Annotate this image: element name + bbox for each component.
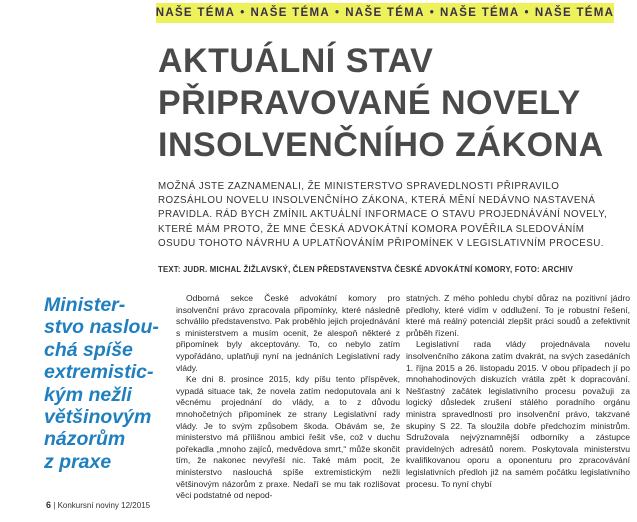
body-column-left	[176, 293, 400, 502]
publication-name: Konkursní noviny 12/2015	[57, 501, 151, 510]
banner-item: NAŠE TÉMA	[155, 7, 236, 19]
body-paragraph: statných. Z mého pohledu chybí důraz na pozitivní jádro předlohy, které vidím v oddlužení. To je robustní řešení, které má reálný potenciál zlepšit práci soudů a zefektivnit průběh řízení.	[406, 293, 630, 338]
title-line: PŘIPRAVOVANÉ NOVELY	[158, 84, 581, 122]
article-title	[158, 40, 628, 166]
article-lead: MOŽNÁ JSTE ZAZNAMENALI, ŽE MINISTERSTVO SPRAVEDLNOSTI PŘIPRAVILO ROZSÁHLOU NOVELU INSOLVENČNÍHO ZÁKONA, KTERÁ MĚNÍ NEDÁVNO NASTAVENÁ PRAVIDLA. RÁD BYCH ZMÍNIL AKTUÁLNÍ INFORMACE O STAVU PROJEDNÁVÁNÍ NOVELY, KTERÉ MÁM PROTO, ŽE MNE ČESKÁ ADVOKÁTNÍ KOMORA POVĚŘILA SLEDOVÁNÍM OSUDU TOHOTO NÁVRHU A UPLATŇOVÁNÍM PŘIPOMÍNEK V LEGISLATIVNÍM PROCESU.	[158, 181, 608, 249]
pull-quote	[44, 294, 164, 473]
banner-item: NAŠE TÉMA	[345, 7, 425, 19]
title-line: INSOLVENČNÍHO ZÁKONA	[158, 126, 604, 164]
pull-quote-line: kým nežli	[44, 383, 132, 406]
pull-quote-line: z praxe	[44, 450, 112, 473]
pull-quote-line: chá spíše	[44, 338, 133, 361]
body-paragraph: Legislativní rada vlády projednávala novelu insolvenčního zákona zatím dvakrát, na svých zasedáních 1. října 2015 a 26. listopadu 2015. V obou případech jí po mnohahodinových diskuzích vrátila zpět k dopracování. Nešťastný začátek legislativního procesu považuji za logický důsledek zrušení stálého poradního orgánu ministra spravedlnosti pro insolvenční právo, takzvané skupiny S 22. Ta sloužila dobře předchozím ministrům. Sdružovala nejvýznamnější odborníky a zástupce pravidelných adresátů norem. Poskytovala ministerstvu kvalifikovanou oporu a oponenturu pro zpracovávání legislativních předloh již na samém počátku legislativního procesu. To nyní chybí	[406, 339, 630, 489]
banner-item: NAŠE TÉMA	[534, 7, 615, 19]
title-line: AKTUÁLNÍ STAV	[158, 42, 434, 80]
article-credits: TEXT: JUDR. MICHAL ŽIŽLAVSKÝ, ČLEN PŘEDSTAVENSTVA ČESKÉ ADVOKÁTNÍ KOMORY, FOTO: ARCHIV	[158, 265, 574, 274]
pull-quote-line: názorům	[44, 428, 126, 451]
pull-quote-line: extremistic-	[44, 361, 154, 384]
banner-separator: •	[334, 7, 341, 19]
pull-quote-line: stvo naslou-	[44, 316, 159, 339]
banner-separator: •	[429, 7, 436, 19]
pull-quote-line: Minister-	[44, 294, 126, 316]
body-paragraph: Ke dni 8. prosince 2015, kdy píšu tento příspěvek, vypadá situace tak, že novela zatím nedoputovala ani k věcnému projednání do vlády, a to z důvodu mnohočetných připomínek ze strany Legislativní rady vlády. Je to svým způsobem škoda. Obávám se, že ministerstvo má přílišnou ambici řešit vše, což v duchu pořekadla „mnoho zajíců, medvědova smrt,“ může skončit tím, že nakonec nevyřeší nic. Také mám pocit, že ministerstvo naslouchá spíše extremistickým nežli většinovým názorům z praxe. Nedaří se mu tak rozlišovat věci podstatné od nepod-	[176, 374, 400, 501]
body-paragraph: Odborná sekce České advokátní komory pro insolvenční právo zpracovala připomínky, které následně schválilo představenstvo. Pak proběhlo jejich projednávání s ministerstvem a musím ocenit, že alespoň některé z připomínek byly akceptovány. To, co nebylo zatím vypořádáno, uplatňuji nyní na jednáních Legislativní rady vlády.	[176, 293, 400, 373]
page-footer	[46, 500, 150, 510]
banner-separator: •	[524, 7, 530, 19]
banner-item: NAŠE TÉMA	[250, 7, 330, 19]
pull-quote-line: většinovým	[44, 406, 152, 429]
banner-item: NAŠE TÉMA	[440, 7, 520, 19]
banner-separator: •	[240, 7, 246, 19]
section-banner	[156, 3, 614, 23]
footer-separator: |	[53, 501, 56, 510]
body-column-right	[406, 293, 630, 490]
page-number: 6	[46, 500, 52, 510]
